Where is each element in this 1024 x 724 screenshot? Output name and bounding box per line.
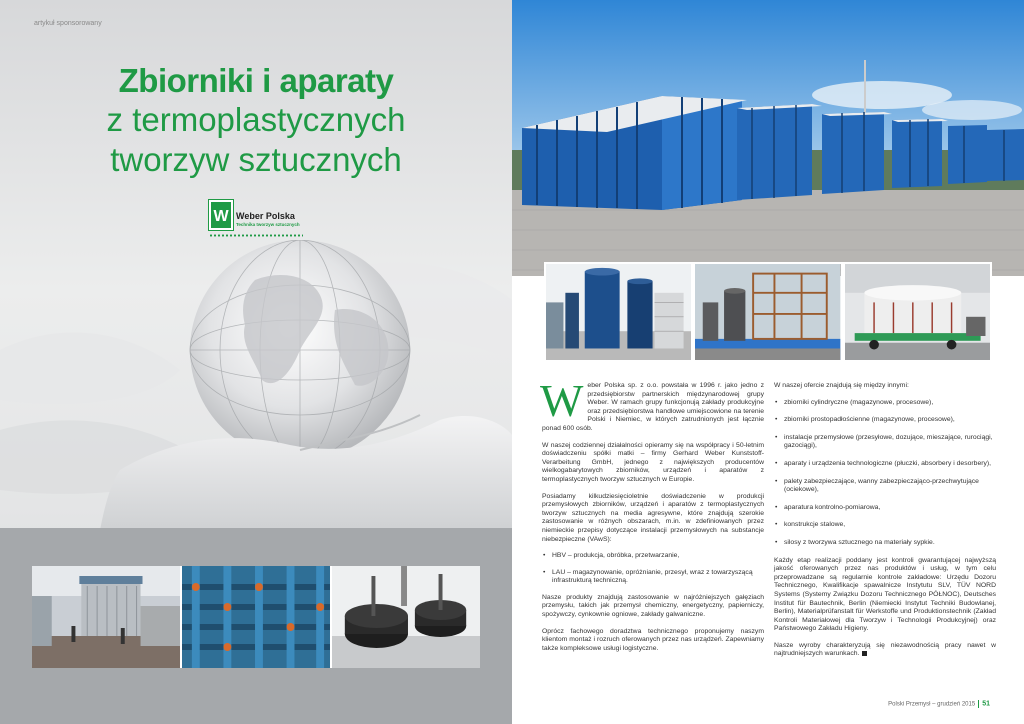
list-item: • aparaty i urządzenia technologiczne (płuczki, absorbery i desorbery),	[774, 460, 996, 469]
intro-text: eber Polska sp. z o.o. powstała w 1996 r. jako jedno z przedsiębiorstw partnerskich międzynarodowej grupy Weber. W ramach grupy funkcjonują zakłady produkcyjne oraz przedsiębiorstwa handlowe umiejscowione na terenie Polski i Niemiec, w których zatrudnionych jest łącznie ponad 600 osób.	[542, 382, 764, 432]
list-item: • HBV – produkcja, obróbka, przetwarzanie,	[542, 552, 764, 561]
article-column-2	[774, 382, 996, 667]
list-item: • zbiorniki cylindryczne (magazynowe, procesowe),	[774, 399, 996, 408]
dropcap: W	[540, 375, 584, 426]
paragraph: Nasze produkty znajdują zastosowanie w najróżniejszych gałęziach przemysłu, takich jak przemysł chemiczny, energetyczny, papierniczy, spożywczy, cynkownie ogniowe, zakłady galwaniczne.	[542, 593, 764, 619]
offer-list	[774, 399, 996, 548]
workshop-tanks-photo	[32, 566, 182, 668]
logo-name: Weber Polska	[236, 211, 295, 221]
left-photo-strip	[32, 566, 480, 668]
paragraph: Oprócz fachowego doradztwa technicznego proponujemy naszym klientom montaż i rozruch oferowanych przez nas urządzeń. Zapewniamy także kompleksowe usługi logistyczne.	[542, 627, 764, 652]
logo-tagline: Technika tworzyw sztucznych	[236, 222, 300, 227]
list-item: • zbiorniki prostopadłościenne (magazynowe, procesowe),	[774, 416, 996, 425]
headline	[0, 62, 512, 180]
list-item: • silosy z tworzywa sztucznego na materiały sypkie.	[774, 539, 996, 548]
list-item: • palety zabezpieczające, wanny zabezpieczająco-przechwytujące (ociekowe),	[774, 478, 996, 495]
headline-line-3: tworzyw sztucznych	[110, 141, 402, 178]
intro-paragraph	[540, 375, 764, 434]
logo-dotted-line	[209, 234, 303, 237]
right-thumbnail-row	[544, 262, 992, 362]
publication-name: Polski Przemysł – grudzień 2015	[888, 701, 976, 708]
blue-tanks-hero-photo	[512, 0, 1024, 290]
logo-mark: W	[209, 200, 233, 230]
paragraph: W naszej codziennej działalności opieramy się na współpracy i 50-letnim doświadczeniu spółki matki – firmy Gerhard Weber Kunststoff-Verarbeitung GmbH, jednego z największych producentów wielkogabarytowych zbiorników, urządzeń i aparatów z termoplastycznych tworzyw sztucznych w Europie.	[542, 441, 764, 483]
end-mark-icon	[862, 651, 867, 656]
closing-paragraph	[774, 642, 996, 659]
vaws-list	[542, 552, 764, 586]
list-item: • konstrukcje stalowe,	[774, 521, 996, 530]
paragraph: Każdy etap realizacji poddany jest kontroli gwarantującej najwyższą jakość oferowanych przez nas produktów i usług, w tym celu przeprowadzane są regularnie kontrole zakładowe: Urzędu Dozoru Technicznego, Kwalifikacje spawalnicze Instytutu SLV, TÜV NORD Systems (Systemy Związku Dozoru Technicznego PÓŁNOC), Deutsches Institut für Bautechnik, Berlin (Niemiecki Instytut Techniki Budowlanej, Berlin), Materialprüfanstalt für Werkstoffe und Produktionstechnik (Zakład Kontroli Materiałowej dla Tworzyw i Technologii Produkcyjnej) oraz Państwowego Zakładu Higieny.	[774, 556, 996, 633]
footer-separator	[978, 700, 979, 708]
sponsored-label: artykuł sponsorowany	[34, 20, 102, 27]
list-item: • aparatura kontrolno-pomiarowa,	[774, 504, 996, 513]
headline-line-2: z termoplastycznych	[106, 101, 406, 138]
closing-text: Nasze wyroby charakteryzują się niezawodnością pracy nawet w najtrudniejszych warunkach.	[774, 641, 996, 658]
list-item: • LAU – magazynowanie, opróżnianie, przesył, wraz z towarzyszącą infrastrukturą techniczną.	[542, 569, 764, 586]
page-footer	[888, 700, 990, 708]
weber-polska-logo	[209, 200, 305, 240]
page-number: 51	[982, 700, 990, 708]
right-page	[512, 0, 1024, 724]
globe-in-hand-image	[0, 240, 512, 530]
indoor-tanks-photo	[332, 566, 480, 668]
cylindrical-tanks-photo	[544, 262, 693, 362]
installation-structure-photo	[693, 262, 842, 362]
headline-bold: Zbiorniki i aparaty	[118, 62, 394, 99]
offer-intro: W naszej ofercie znajdują się między innymi:	[774, 382, 909, 389]
list-item: • instalacje przemysłowe (przesyłowe, dozujące, mieszające, rurociągi, gazociągi),	[774, 434, 996, 451]
pipes-valves-photo	[182, 566, 332, 668]
transport-trailer-photo	[843, 262, 992, 362]
paragraph: Posiadamy kilkudziesięcioletnie doświadczenie w produkcji przemysłowych zbiorników, urządzeń i aparatów z termoplastycznych tworzyw sztucznych na media agresywne, które znajdują szerokie zastosowanie w różnych obszarach, m.in. w zdefiniowanych przez niemieckie przepisy dotyczące instalacji przemysłowych na substancje niebezpieczne (VAwS):	[542, 492, 764, 543]
article-column-1	[540, 375, 764, 661]
